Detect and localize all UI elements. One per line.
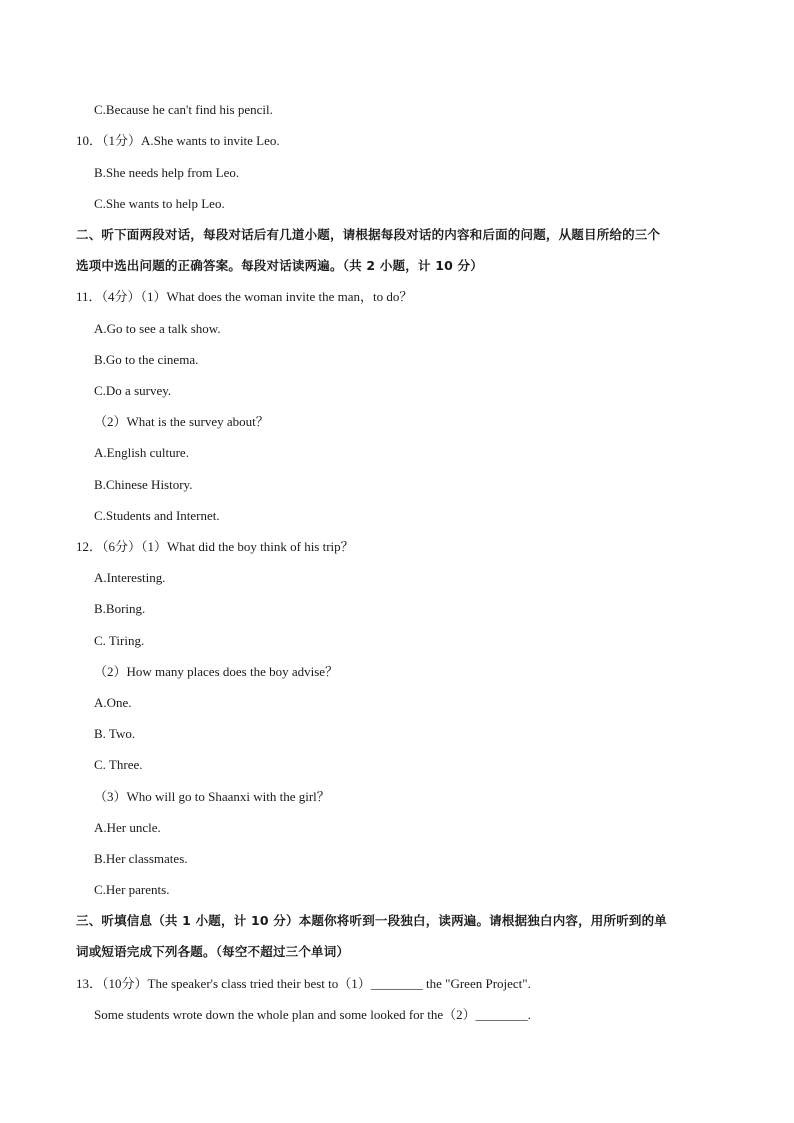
q12-2-option-b: B. Two. (94, 726, 136, 741)
q12-1-option-c: C. Tiring. (94, 633, 145, 648)
q12-3-option-a: A.Her uncle. (94, 820, 161, 835)
q12-3-option-c: C.Her parents. (94, 882, 170, 897)
q11-1-option-b: B.Go to the cinema. (94, 352, 199, 367)
q12-3-option-b: B.Her classmates. (94, 851, 188, 866)
q13-line-2: Some students wrote down the whole plan and some looked for the（2）________. (94, 1007, 531, 1022)
section-2-heading-line-1: 二、听下面两段对话，每段对话后有几道小题，请根据每段对话的内容和后面的问题，从题目所给的三个 (76, 227, 661, 242)
q12-1-option-a: A.Interesting. (94, 570, 166, 585)
q10-stem: 10．（1分）A.She wants to invite Leo. (76, 133, 280, 148)
section-3-heading-line-2: 词或短语完成下列各题。（每空不超过三个单词） (76, 944, 350, 959)
q12-3-stem: （3）Who will go to Shaanxi with the girl？ (94, 789, 330, 804)
q13-stem: 13．（10分）The speaker's class tried their best to（1）________ the "Green Project". (76, 976, 531, 991)
q12-2-stem: （2）How many places does the boy advise？ (94, 664, 339, 679)
q12-2-option-c: C. Three. (94, 757, 143, 772)
q12-1-option-b: B.Boring. (94, 601, 146, 616)
q10-option-b: B.She needs help from Leo. (94, 165, 240, 180)
section-2-heading-line-2: 选项中选出问题的正确答案。每段对话读两遍。（共 2 小题，计 10 分） (76, 258, 483, 273)
q11-stem: 11．（4分）（1）What does the woman invite the man，to do？ (76, 289, 413, 304)
q11-2-option-a: A.English culture. (94, 445, 189, 460)
q12-stem: 12．（6分）（1）What did the boy think of his trip？ (76, 539, 354, 554)
q11-1-option-a: A.Go to see a talk show. (94, 321, 221, 336)
section-3-heading-line-1: 三、听填信息（共 1 小题，计 10 分）本题你将听到一段独白，读两遍。请根据独白内容，用所听到的单 (76, 913, 668, 928)
q9-option-c: C.Because he can't find his pencil. (94, 102, 273, 117)
q11-2-option-b: B.Chinese History. (94, 477, 193, 492)
q11-2-option-c: C.Students and Internet. (94, 508, 220, 523)
q10-option-c: C.She wants to help Leo. (94, 196, 225, 211)
q11-2-stem: （2）What is the survey about？ (94, 414, 269, 429)
q11-1-option-c: C.Do a survey. (94, 383, 172, 398)
q12-2-option-a: A.One. (94, 695, 132, 710)
